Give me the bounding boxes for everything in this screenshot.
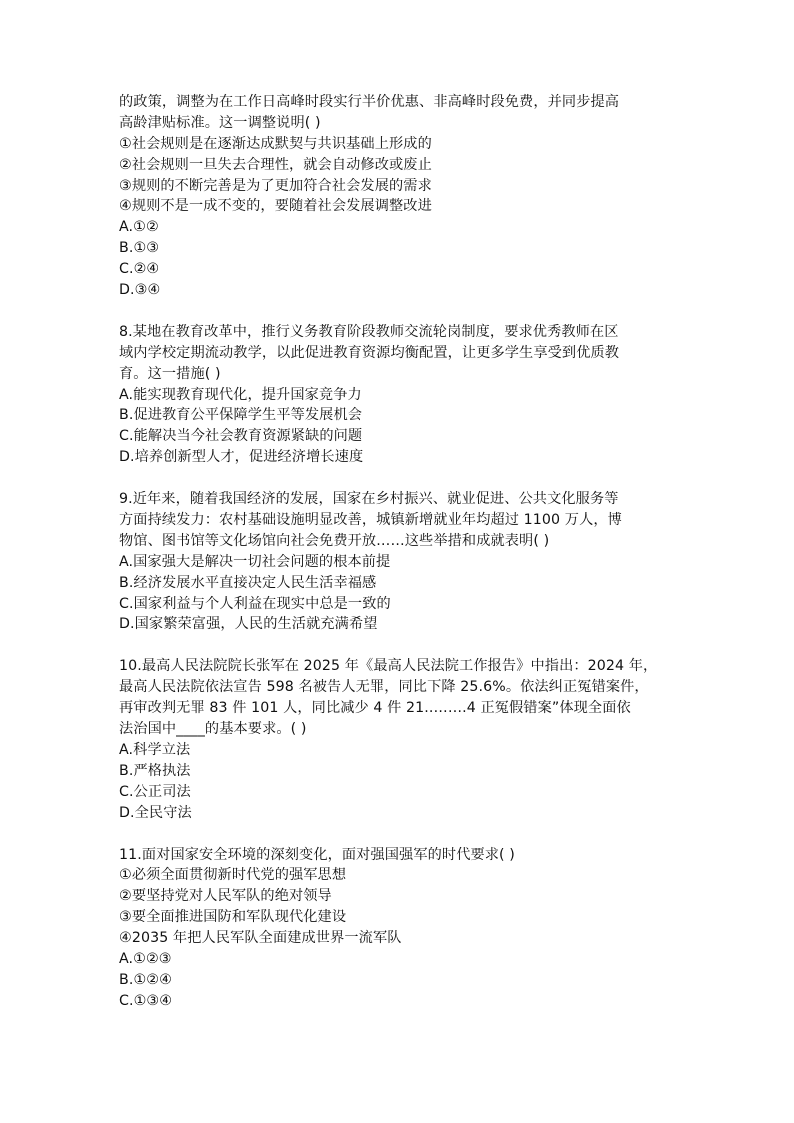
option-a: A.①② (119, 219, 159, 236)
question-7-continued (119, 92, 679, 301)
question-stem-line: 11.面对国家安全环境的深刻变化，面对强国强军的时代要求( ) (119, 846, 515, 863)
option-d: D.全民守法 (119, 804, 192, 821)
option-c: C.公正司法 (119, 783, 191, 800)
option-c: C.②④ (119, 261, 160, 278)
option-a: A.能实现教育现代化，提升国家竞争力 (119, 386, 362, 403)
statement-2: ②社会规则一旦失去合理性，就会自动修改或废止 (119, 156, 432, 173)
question-stem-line: 最高人民法院依法宣告 598 名被告人无罪，同比下降 25.6%。依法纠正冤错案件， (119, 679, 649, 696)
option-a: A.国家强大是解决一切社会问题的根本前提 (119, 553, 391, 570)
option-c: C.能解决当今社会教育资源紧缺的问题 (119, 428, 363, 445)
question-10 (119, 656, 679, 823)
statement-1: ①社会规则是在逐渐达成默契与共识基础上形成的 (119, 135, 432, 152)
option-a: A.科学立法 (119, 741, 191, 758)
question-8 (119, 322, 679, 468)
option-b: B.①③ (119, 240, 160, 257)
question-stem-line: 物馆、图书馆等文化场馆向社会免费开放……这些举措和成就表明( ) (119, 532, 550, 549)
exam-page (119, 92, 679, 1012)
statement-3: ③要全面推进国防和军队现代化建设 (119, 909, 347, 926)
option-c: C.①③④ (119, 992, 173, 1009)
question-stem-line: 法治国中____的基本要求。( ) (119, 721, 307, 738)
statement-4: ④2035 年把人民军队全面建成世界一流军队 (119, 930, 402, 947)
statement-4: ④规则不是一成不变的，要随着社会发展调整改进 (119, 198, 432, 215)
option-b: B.①②④ (119, 971, 172, 988)
question-stem-line: 9.近年来，随着我国经济的发展，国家在乡村振兴、就业促进、公共文化服务等 (119, 491, 619, 508)
option-d: D.培养创新型人才，促进经济增长速度 (119, 449, 364, 466)
question-stem-line: 域内学校定期流动教学，以此促进教育资源均衡配置，让更多学生享受到优质教 (119, 344, 620, 361)
option-b: B.严格执法 (119, 762, 191, 779)
question-9 (119, 489, 679, 635)
question-stem-line: 的政策，调整为在工作日高峰时段实行半价优惠、非高峰时段免费，并同步提高 (119, 94, 620, 110)
option-a: A.①②③ (119, 950, 172, 967)
statement-2: ②要坚持党对人民军队的绝对领导 (119, 888, 332, 905)
question-stem-line: 8.某地在教育改革中，推行义务教育阶段教师交流轮岗制度，要求优秀教师在区 (119, 323, 619, 340)
statement-1: ①必须全面贯彻新时代党的强军思想 (119, 867, 347, 884)
question-stem-line: 方面持续发力：农村基础设施明显改善，城镇新增就业年均超过 1100 万人，博 (119, 512, 622, 529)
question-stem-line: 育。这一措施( ) (119, 365, 221, 382)
option-b: B.经济发展水平直接决定人民生活幸福感 (119, 574, 377, 591)
question-stem-line: 10.最高人民法院院长张军在 2025 年《最高人民法院工作报告》中指出：2024 年， (119, 658, 658, 675)
option-d: D.③④ (119, 282, 161, 299)
option-b: B.促进教育公平保障学生平等发展机会 (119, 407, 363, 424)
option-d: D.国家繁荣富强，人民的生活就充满希望 (119, 616, 378, 633)
question-11 (119, 845, 679, 1012)
question-stem-line: 高龄津贴标准。这一调整说明( ) (119, 114, 321, 131)
option-c: C.国家利益与个人利益在现实中总是一致的 (119, 595, 391, 612)
statement-3: ③规则的不断完善是为了更加符合社会发展的需求 (119, 177, 432, 194)
question-stem-line: 再审改判无罪 83 件 101 人，同比减少 4 件 21..…….4 正冤假错案”体现全面依 (119, 700, 631, 717)
